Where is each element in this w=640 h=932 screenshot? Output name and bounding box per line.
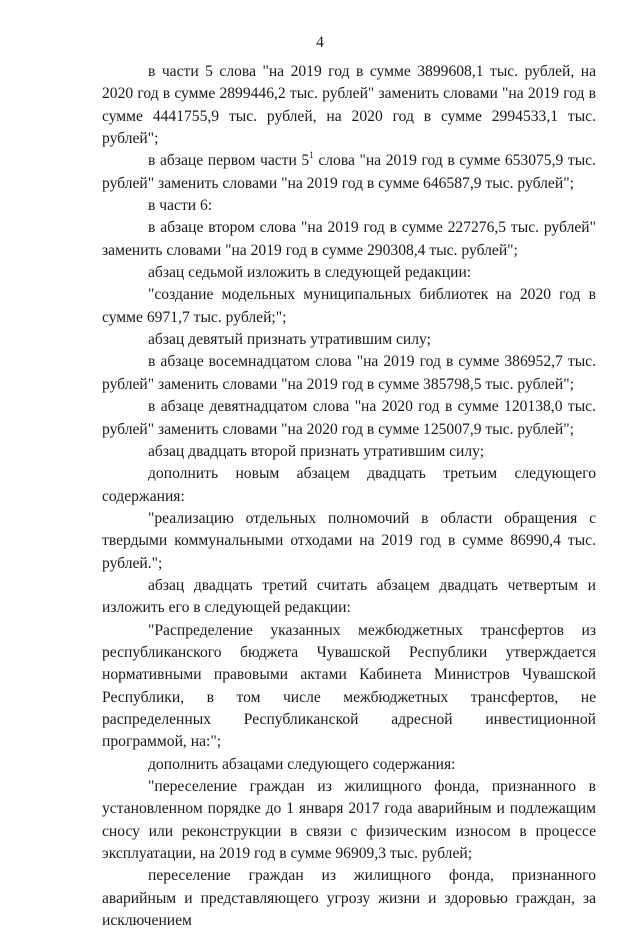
- paragraph: в абзаце девятнадцатом слова "на 2020 год в сумме 120138,0 тыс. рублей" заменить словами "на 2020 год в сумме 125007,9 тыс. рублей";: [102, 398, 596, 438]
- paragraph: абзац двадцать второй признать утратившим силу;: [148, 442, 485, 460]
- paragraph: [102, 150, 596, 195]
- superscript: 1: [309, 150, 314, 161]
- paragraph: в абзаце восемнадцатом слова "на 2019 год в сумме 386952,7 тыс. рублей" заменить словами "на 2019 год в сумме 385798,5 тыс. рублей";: [102, 353, 596, 393]
- paragraph: в части 6:: [148, 197, 213, 215]
- paragraph: дополнить абзацами следующего содержания:: [148, 755, 456, 773]
- paragraph: "Распределение указанных межбюджетных трансфертов из республиканского бюджета Чувашской Республики утверждается нормативными правовыми актами Кабинета Министров Чувашской Республики, в том числе межбюджетных трансфертов, не распределенных Республиканской адресной инвестиционной программой, на:";: [102, 621, 596, 751]
- paragraph: "реализацию отдельных полномочий в области обращения с твердыми коммунальными отходами на 2019 год в сумме 86990,4 тыс. рублей.";: [102, 509, 596, 572]
- paragraph: абзац седьмой изложить в следующей редакции:: [148, 264, 472, 282]
- paragraph: "переселение граждан из жилищного фонда, признанного в установленном порядке до 1 января 2017 года аварийным и подлежащим сносу или реконструкции в связи с физическим износом в процессе эксплуатации, на 2019 год в сумме 96909,3 тыс. рублей;: [102, 778, 596, 863]
- paragraph-text-before-superscript: в абзаце первом части 5: [148, 152, 310, 170]
- paragraph: "создание модельных муниципальных библиотек на 2020 год в сумме 6971,7 тыс. рублей;";: [102, 286, 596, 326]
- paragraph: в части 5 слова "на 2019 год в сумме 3899608,1 тыс. рублей, на 2020 год в сумме 2899446,2 тыс. рублей" заменить словами "на 2019 год в сумме 4441755,9 тыс. рублей, на 2020 год в сумме 2994533,1 тыс. рублей";: [102, 63, 596, 148]
- paragraph: дополнить новым абзацем двадцать третьим следующего содержания:: [102, 465, 596, 505]
- paragraph: переселение граждан из жилищного фонда, признанного аварийным и представляющего угрозу жизни и здоровью граждан, за исключением: [102, 867, 596, 930]
- paragraph-text-after-superscript: слова "на 2019 год в сумме 653075,9 тыс. рублей" заменить словами "на 2019 год в сумме 646587,9 тыс. рублей";: [102, 152, 596, 192]
- paragraph: абзац двадцать третий считать абзацем двадцать четвертым и изложить его в следующей редакции:: [102, 576, 596, 617]
- paragraph: абзац девятый признать утратившим силу;: [148, 331, 431, 349]
- page-number: 4: [316, 34, 324, 51]
- document-body: [102, 61, 596, 932]
- paragraph: в абзаце втором слова "на 2019 год в сумме 227276,5 тыс. рублей" заменить словами "на 2019 год в сумме 290308,4 тыс. рублей";: [102, 219, 596, 259]
